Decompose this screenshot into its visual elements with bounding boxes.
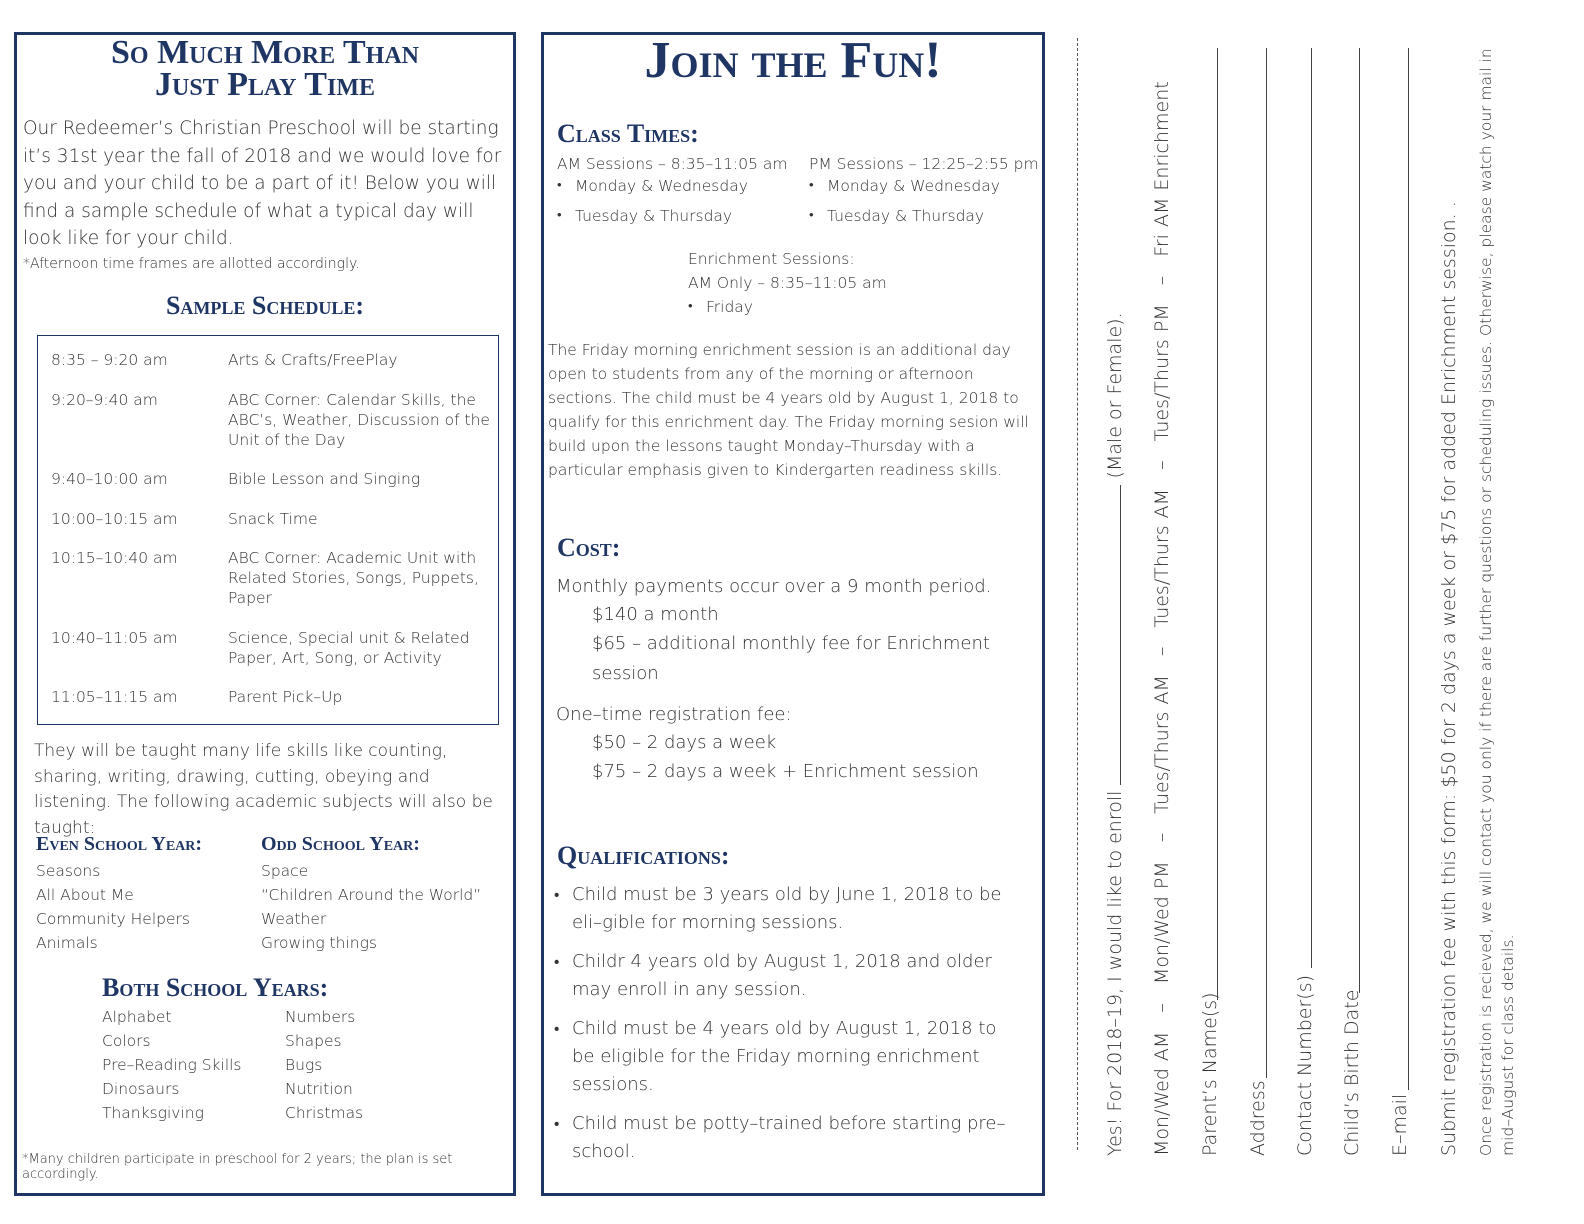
cost-section xyxy=(556,573,1036,689)
submit-note: Submit registration fee with this form: $50 for 2 days a week or $75 for added Enrichment session. . xyxy=(1438,201,1460,1156)
option-separator: – xyxy=(1151,832,1173,843)
contact-number-field[interactable] xyxy=(1311,48,1312,968)
contact-note xyxy=(1475,48,1519,1156)
parent-name-field[interactable] xyxy=(1217,48,1218,1000)
list-item: Pre–Reading Skills xyxy=(102,1056,242,1074)
list-item: • Friday xyxy=(688,295,887,319)
schedule-time: 10:00–10:15 am xyxy=(51,510,178,528)
schedule-activity: Science, Special unit & Related Paper, Art, Song, or Activity xyxy=(228,629,470,667)
enroll-text: Yes! For 2018–19, I would like to enroll xyxy=(1104,790,1126,1156)
option-separator: – xyxy=(1151,1003,1173,1013)
list-item: Space xyxy=(261,862,309,880)
life-skills-paragraph: They will be taught many life skills like counting, sharing, writing, drawing, cutting, obeying and listening. The following academic subjects will also be taught: xyxy=(34,741,493,838)
contact-note-line2: mid–August for class details. xyxy=(1499,934,1517,1156)
option-tues-thurs-pm[interactable]: Tues/Thurs PM xyxy=(1151,304,1173,442)
enrichment-heading: Enrichment Sessions: xyxy=(688,250,855,268)
option-mon-wed-am[interactable]: Mon/Wed AM xyxy=(1151,1031,1173,1156)
birth-date-label: Child’s Birth Date xyxy=(1341,989,1363,1156)
address-field[interactable] xyxy=(1266,48,1267,1078)
join-title: Join the Fun! xyxy=(644,32,942,89)
birth-date-field[interactable] xyxy=(1359,48,1360,993)
even-year-list xyxy=(36,859,190,955)
list-item: • Childr 4 years old by August 1, 2018 and older may enroll in any session. xyxy=(554,948,1024,1004)
option-tues-thurs-am[interactable]: Tues/Thurs AM xyxy=(1151,675,1173,814)
list-item: Growing things xyxy=(261,934,377,952)
list-item: Community Helpers xyxy=(36,910,190,928)
both-years-list-1 xyxy=(102,1005,242,1125)
list-item: • Child must be 3 years old by June 1, 2018 to be eli–gible for morning sessions. xyxy=(554,881,1024,937)
list-item: Dinosaurs xyxy=(102,1080,180,1098)
schedule-activity: Snack Time xyxy=(228,510,318,528)
list-item: • Tuesday & Thursday xyxy=(809,201,1039,231)
registration-fee-2: $75 – 2 days a week + Enrichment session xyxy=(592,761,979,782)
schedule-activity: ABC Corner: Academic Unit with Related Stories, Songs, Puppets, Paper xyxy=(228,549,479,607)
intro-paragraph: Our Redeemer’s Christian Preschool will be starting it’s 31st year the fall of 2018 and we would love for you and your child to be a part of it! Below you will find a sample schedule of what a typical day will look like for your child. xyxy=(23,118,502,249)
list-item: • Tuesday & Thursday xyxy=(557,201,787,231)
contact-note-line1: Once registration is recieved, we will contact you only if there are further questions or scheduling issues. Otherwise, please watch your mail in xyxy=(1477,48,1495,1156)
enrichment-sub: AM Only – 8:35–11:05 am xyxy=(688,274,887,292)
session-options xyxy=(1150,81,1174,1156)
list-item: Alphabet xyxy=(102,1008,172,1026)
registration-section xyxy=(556,701,1036,787)
qualifications-list xyxy=(554,881,1024,1166)
email-field[interactable] xyxy=(1408,48,1409,1090)
option-separator: – xyxy=(1151,460,1173,470)
enroll-suffix: (Male or Female). xyxy=(1104,312,1126,479)
left-title xyxy=(17,34,513,103)
cut-line xyxy=(1077,38,1078,1150)
both-years-list-2 xyxy=(285,1005,363,1125)
list-item: Thanksgiving xyxy=(102,1104,204,1122)
odd-year-heading: Odd School Year: xyxy=(261,833,420,855)
option-fri-am-enrichment[interactable]: Fri AM Enrichment xyxy=(1151,81,1173,257)
schedule-activity: Arts & Crafts/FreePlay xyxy=(228,351,398,369)
cost-month: $140 a month xyxy=(592,604,719,625)
option-separator: – xyxy=(1151,275,1173,286)
schedule-heading: Sample Schedule: xyxy=(165,291,365,320)
option-separator: – xyxy=(1151,646,1173,657)
qualifications-heading: Qualifications: xyxy=(557,841,730,870)
enroll-name-blank[interactable] xyxy=(1104,485,1121,785)
schedule-activity: ABC Corner: Calendar Skills, the ABC’s, Weather, Discussion of the Unit of the Day xyxy=(228,391,490,449)
schedule-table xyxy=(37,335,499,725)
cost-heading: Cost: xyxy=(557,533,621,562)
footnote: *Many children participate in preschool for 2 years; the plan is set accordingly. xyxy=(22,1152,453,1182)
schedule-time: 10:40–11:05 am xyxy=(51,629,178,647)
class-times-heading: Class Times: xyxy=(557,119,699,148)
list-item: • Monday & Wednesday xyxy=(809,171,1039,201)
schedule-activity: Bible Lesson and Singing xyxy=(228,470,421,488)
even-year-heading: Even School Year: xyxy=(36,833,203,855)
list-item: All About Me xyxy=(36,886,134,904)
list-item: Weather xyxy=(261,910,327,928)
parent-name-label: Parent’s Name(s) xyxy=(1199,992,1221,1156)
schedule-activity: Parent Pick–Up xyxy=(228,688,343,706)
cost-intro: Monthly payments occur over a 9 month period. xyxy=(556,576,992,597)
list-item: Animals xyxy=(36,934,98,952)
right-panel xyxy=(541,32,1045,1196)
option-tues-thurs-am-2[interactable]: Tues/Thurs AM xyxy=(1151,488,1173,628)
list-item: Shapes xyxy=(285,1032,342,1050)
email-label: E–mail xyxy=(1389,1093,1411,1156)
address-label: Address xyxy=(1247,1080,1269,1156)
contact-number-label: Contact Number(s) xyxy=(1294,974,1316,1156)
odd-year-list xyxy=(261,859,481,955)
list-item: • Child must be 4 years old by August 1, 2018 to be eligible for the Friday morning enrichment sessions. xyxy=(554,1015,1024,1099)
left-panel xyxy=(14,32,516,1196)
list-item: Colors xyxy=(102,1032,151,1050)
registration-heading: One–time registration fee: xyxy=(556,704,792,725)
left-title-line1: So Much More Than xyxy=(111,34,419,71)
left-title-line2: Just Play Time xyxy=(155,66,375,103)
list-item: Nutrition xyxy=(285,1080,353,1098)
enrichment-sessions xyxy=(688,247,887,319)
pm-heading: PM Sessions – 12:25–2:55 pm xyxy=(809,155,1039,173)
list-item: • Child must be potty–trained before starting pre–school. xyxy=(554,1110,1024,1166)
cost-enrichment: $65 – additional monthly fee for Enrichment session xyxy=(592,633,990,684)
registration-fee-1: $50 – 2 days a week xyxy=(592,732,777,753)
am-sessions xyxy=(557,155,787,231)
am-heading: AM Sessions – 8:35–11:05 am xyxy=(557,155,788,173)
enrichment-description: The Friday morning enrichment session is an additional day open to students from any of the morning or afternoon sections. The child must be 4 years old by August 1, 2018 to qualify for this enrichment day. The Friday morning sesion will build upon the lessons taught Monday–Thursday with a particular emphasis given to Kindergarten readiness skills. xyxy=(548,341,1029,479)
list-item: “Children Around the World” xyxy=(261,886,482,904)
both-years-heading: Both School Years: xyxy=(102,973,329,1002)
schedule-time: 9:40–10:00 am xyxy=(51,470,168,488)
enroll-line[interactable] xyxy=(1103,312,1127,1156)
list-item: Seasons xyxy=(36,862,101,880)
schedule-time: 11:05–11:15 am xyxy=(51,688,178,706)
list-item: • Monday & Wednesday xyxy=(557,171,787,201)
list-item: Numbers xyxy=(285,1008,356,1026)
option-mon-wed-pm[interactable]: Mon/Wed PM xyxy=(1151,861,1173,985)
list-item: Bugs xyxy=(285,1056,323,1074)
schedule-time: 8:35 – 9:20 am xyxy=(51,351,168,369)
schedule-time: 9:20–9:40 am xyxy=(51,391,158,409)
list-item: Christmas xyxy=(285,1104,364,1122)
schedule-time: 10:15–10:40 am xyxy=(51,549,178,567)
pm-sessions xyxy=(809,155,1039,231)
afternoon-note: *Afternoon time frames are allotted accordingly. xyxy=(23,256,360,272)
